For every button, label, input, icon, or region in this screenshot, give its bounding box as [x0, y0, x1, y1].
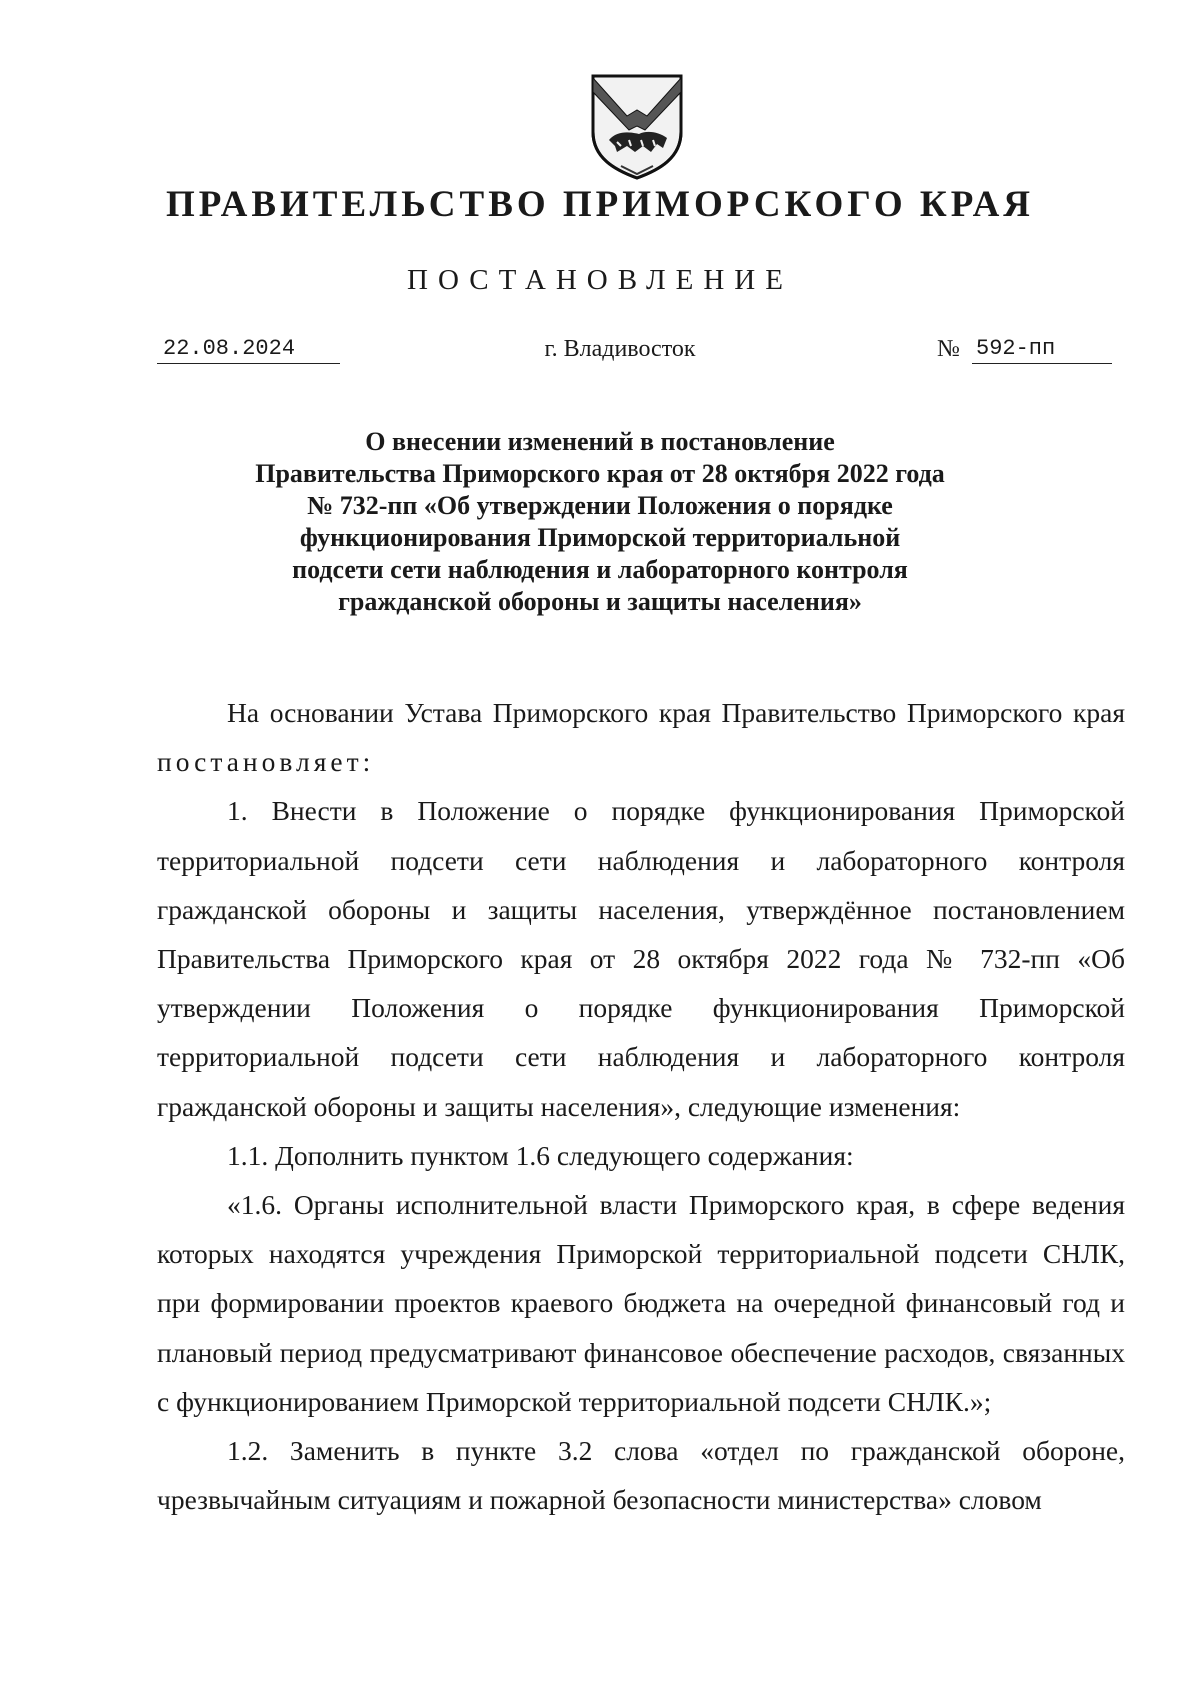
paragraph-1-1: 1.1. Дополнить пунктом 1.6 следующего содержания: — [227, 1139, 854, 1171]
document-body — [157, 688, 1125, 1524]
title-line: Правительства Приморского края от 28 октября 2022 года — [255, 459, 945, 488]
paragraph-1-6-quote: «1.6. Органы исполнительной власти Приморского края, в сфере ведения которых находятся учреждения Приморской территориальной подсети СНЛК, при формировании проектов краевого бюджета на очередной финансовый год и плановый период предусматривают финансовое обеспечение расходов, связанных с функционированием Приморской территориальной подсети СНЛК.»; — [157, 1189, 1125, 1417]
paragraph-1-2: 1.2. Заменить в пункте 3.2 слова «отдел по гражданской обороне, чрезвычайным ситуациям и пожарной безопасности министерства» словом — [157, 1435, 1125, 1516]
preamble-paragraph — [157, 688, 1125, 786]
title-line: О внесении изменений в постановление — [365, 427, 835, 456]
title-line: № 732-пп «Об утверждении Положения о порядке — [307, 491, 893, 520]
document-title — [150, 426, 1050, 618]
coat-of-arms-icon — [587, 70, 687, 182]
number-sign: № — [937, 336, 960, 362]
paragraph-1: 1. Внести в Положение о порядке функционирования Приморской территориальной подсети сети наблюдения и лабораторного контроля гражданской обороны и защиты населения, утверждённое постановлением Правительства Приморского края от 28 октября 2022 года № 732-пп «Об утверждении Положения о порядке функционирования Приморской территориальной подсети сети наблюдения и лабораторного контроля гражданской обороны и защиты населения», следующие изменения: — [157, 795, 1125, 1122]
title-line: функционирования Приморской территориальной — [299, 523, 901, 552]
preamble-verb: постановляет: — [157, 746, 375, 778]
document-kind: ПОСТАНОВЛЕНИЕ — [407, 264, 793, 296]
title-line: гражданской обороны и защиты населения» — [338, 587, 862, 616]
document-date: 22.08.2024 — [157, 335, 340, 364]
document-number: 592-пп — [972, 335, 1112, 364]
preamble-text: На основании Устава Приморского края Правительство Приморского края — [227, 697, 1125, 728]
organization-title: ПРАВИТЕЛЬСТВО ПРИМОРСКОГО КРАЯ — [165, 184, 1035, 225]
document-city: г. Владивосток — [544, 336, 696, 362]
title-line: подсети сети наблюдения и лабораторного контроля — [292, 555, 908, 584]
